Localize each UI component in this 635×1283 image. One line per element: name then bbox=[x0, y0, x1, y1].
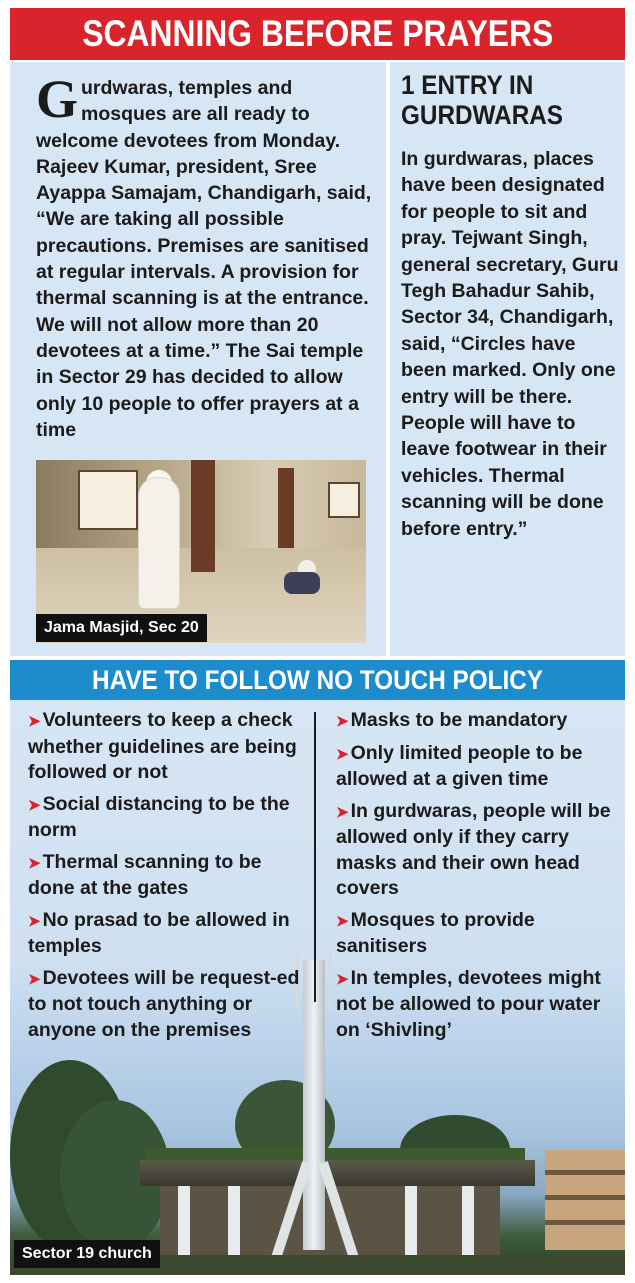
drop-cap: G bbox=[36, 69, 79, 129]
list-item bbox=[28, 792, 310, 844]
bullet-arrow-icon: ➤ bbox=[336, 713, 349, 730]
church-column bbox=[405, 1186, 417, 1261]
photo-window bbox=[328, 482, 360, 518]
side-heading-line1: 1 ENTRY IN bbox=[401, 70, 534, 100]
lead-paragraph: urdwaras, temples and mosques are all ready to welcome devotees from Monday. Rajeev Kumar, president, Sree Ayappa Samajam, Chandigarh, said, “We are taking all possible precautions. Premises are sanitised at regular intervals. A provision for thermal scanning is at the entrance. We will not allow more than 20 devotees at a time.” The Sai temple in Sector 29 has decided to allow only 10 people to offer prayers at a time bbox=[36, 77, 372, 441]
building-stripe bbox=[545, 1220, 625, 1225]
side-paragraph: In gurdwaras, places have been designated for people to sit and pray. Tejwant Singh, general secretary, Guru Tegh Bahadur Sahib, Sector 34, Chandigarh, said, “Circles have been marked. Only one entry will be there. People will have to leave footwear in their vehicles. Thermal scanning will be done before entry.” bbox=[401, 148, 619, 540]
list-item bbox=[336, 966, 618, 1044]
list-item-text: Thermal scanning to be done at the gates bbox=[28, 850, 262, 899]
photo-pillar bbox=[191, 460, 215, 572]
list-item bbox=[28, 850, 310, 902]
policy-list-left bbox=[28, 708, 310, 1049]
bullet-arrow-icon: ➤ bbox=[28, 713, 41, 730]
bullet-arrow-icon: ➤ bbox=[28, 796, 41, 814]
bullet-arrow-icon: ➤ bbox=[336, 745, 349, 763]
bullet-arrow-icon: ➤ bbox=[336, 803, 349, 821]
list-item-text: Masks to be mandatory bbox=[350, 709, 568, 731]
bullet-arrow-icon: ➤ bbox=[28, 970, 41, 988]
photo-person bbox=[139, 478, 179, 608]
bullet-arrow-icon: ➤ bbox=[28, 854, 41, 872]
building-stripe bbox=[545, 1195, 625, 1200]
headline-banner bbox=[10, 8, 625, 60]
photo-building bbox=[545, 1150, 625, 1250]
photo-cabinet bbox=[78, 470, 138, 530]
list-item-text: Volunteers to keep a check whether guidelines are being followed or not bbox=[28, 709, 297, 783]
side-heading-line2: GURDWARAS bbox=[401, 100, 563, 130]
bullet-arrow-icon: ➤ bbox=[28, 912, 41, 930]
photo-caption: Jama Masjid, Sec 20 bbox=[36, 614, 207, 642]
policy-list-right bbox=[336, 708, 618, 1049]
church-column bbox=[462, 1186, 474, 1261]
list-item-text: Only limited people to be allowed at a given time bbox=[336, 741, 583, 790]
list-item-text: In gurdwaras, people will be allowed only if they carry masks and their own head covers bbox=[336, 799, 611, 899]
headline-text: SCANNING BEFORE PRAYERS bbox=[82, 13, 553, 54]
bullet-arrow-icon: ➤ bbox=[336, 970, 349, 988]
list-item bbox=[336, 708, 618, 735]
list-item-text: Mosques to provide sanitisers bbox=[336, 908, 535, 957]
list-item bbox=[336, 908, 618, 960]
church-roof bbox=[140, 1160, 535, 1186]
lead-article bbox=[36, 69, 376, 443]
photo-pillar bbox=[278, 468, 294, 548]
church-column bbox=[178, 1186, 190, 1261]
list-item bbox=[336, 741, 618, 793]
list-item bbox=[336, 799, 618, 902]
building-stripe bbox=[545, 1170, 625, 1175]
list-item bbox=[28, 708, 310, 786]
policy-heading-banner bbox=[10, 660, 625, 700]
list-item bbox=[28, 966, 310, 1044]
photo-prayer-mat bbox=[284, 572, 320, 594]
side-heading bbox=[401, 70, 621, 130]
church-photo-caption: Sector 19 church bbox=[14, 1240, 160, 1268]
list-item-text: Social distancing to be the norm bbox=[28, 792, 290, 841]
list-item-text: Devotees will be request-ed to not touch anything or anyone on the premises bbox=[28, 966, 300, 1041]
bullet-arrow-icon: ➤ bbox=[336, 912, 349, 930]
column-divider bbox=[314, 712, 316, 1002]
list-item bbox=[28, 908, 310, 960]
list-item-text: No prasad to be allowed in temples bbox=[28, 908, 290, 957]
policy-heading: HAVE TO FOLLOW NO TOUCH POLICY bbox=[92, 665, 543, 695]
list-item-text: In temples, devotees might not be allowed to pour water on ‘Shivling’ bbox=[336, 966, 601, 1041]
church-column bbox=[228, 1186, 240, 1261]
